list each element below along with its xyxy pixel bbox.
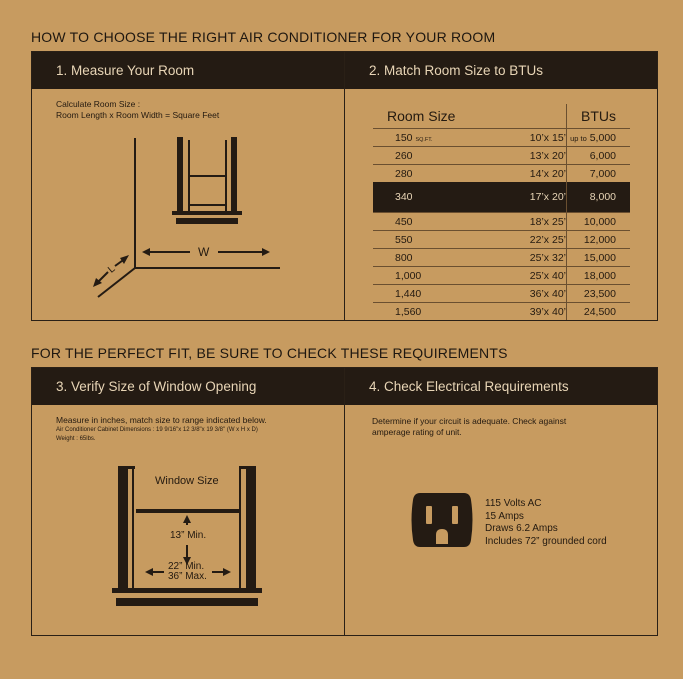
min-height-label: 13” Min. — [170, 530, 207, 541]
table-row: 280 14’x 20’ 7,000 — [373, 165, 630, 183]
electrical-notes: Determine if your circuit is adequate. Check against amperage rating of unit. — [372, 416, 567, 437]
column-header-room-size: Room Size — [387, 108, 456, 124]
panel-title-room-size-btu: 2. Match Room Size to BTUs — [345, 52, 657, 89]
electrical-specs: 115 Volts AC 15 Amps Draws 6.2 Amps Includes 72” grounded cord — [485, 498, 607, 547]
section-heading-choose: HOW TO CHOOSE THE RIGHT AIR CONDITIONER FOR YOUR ROOM — [31, 29, 496, 45]
table-row: 1,560 39’x 40’ 24,500 — [373, 303, 630, 321]
table-row: 550 22’x 25’ 12,000 — [373, 231, 630, 249]
section-heading-requirements: FOR THE PERFECT FIT, BE SURE TO CHECK THESE REQUIREMENTS — [31, 345, 508, 361]
table-row: 450 18’x 25’ 10,000 — [373, 213, 630, 231]
table-row-highlighted: 340 17’x 20’ 8,000 — [373, 182, 630, 213]
table-row: 260 13’x 20’ 6,000 — [373, 147, 630, 165]
width-label: W — [198, 245, 210, 259]
panel-title-measure-room: 1. Measure Your Room — [32, 52, 344, 89]
table-row: 150 SQ.FT. 10’x 15’ up to 5,000 — [373, 129, 630, 147]
window-size-label: Window Size — [155, 475, 219, 487]
length-label: L — [106, 263, 118, 276]
table-row: 1,000 25’x 40’ 18,000 — [373, 267, 630, 285]
room-size-formula: Calculate Room Size : Room Length x Room Width = Square Feet — [56, 99, 220, 120]
table-row: 800 25’x 32’ 15,000 — [373, 249, 630, 267]
panel-title-window-opening: 3. Verify Size of Window Opening — [32, 368, 344, 405]
table-row: 1,440 36’x 40’ 23,500 — [373, 285, 630, 303]
width-range-label: 22” Min. 36” Max. — [168, 561, 207, 582]
panel-title-electrical: 4. Check Electrical Requirements — [345, 368, 657, 405]
column-header-btus: BTUs — [567, 104, 631, 129]
window-notes: Measure in inches, match size to range indicated below. Air Conditioner Cabinet Dimensions : 19 9/16"x 12 3/8"x 19 3/8" (W x H x D) Weight : 65lbs. — [56, 415, 267, 442]
